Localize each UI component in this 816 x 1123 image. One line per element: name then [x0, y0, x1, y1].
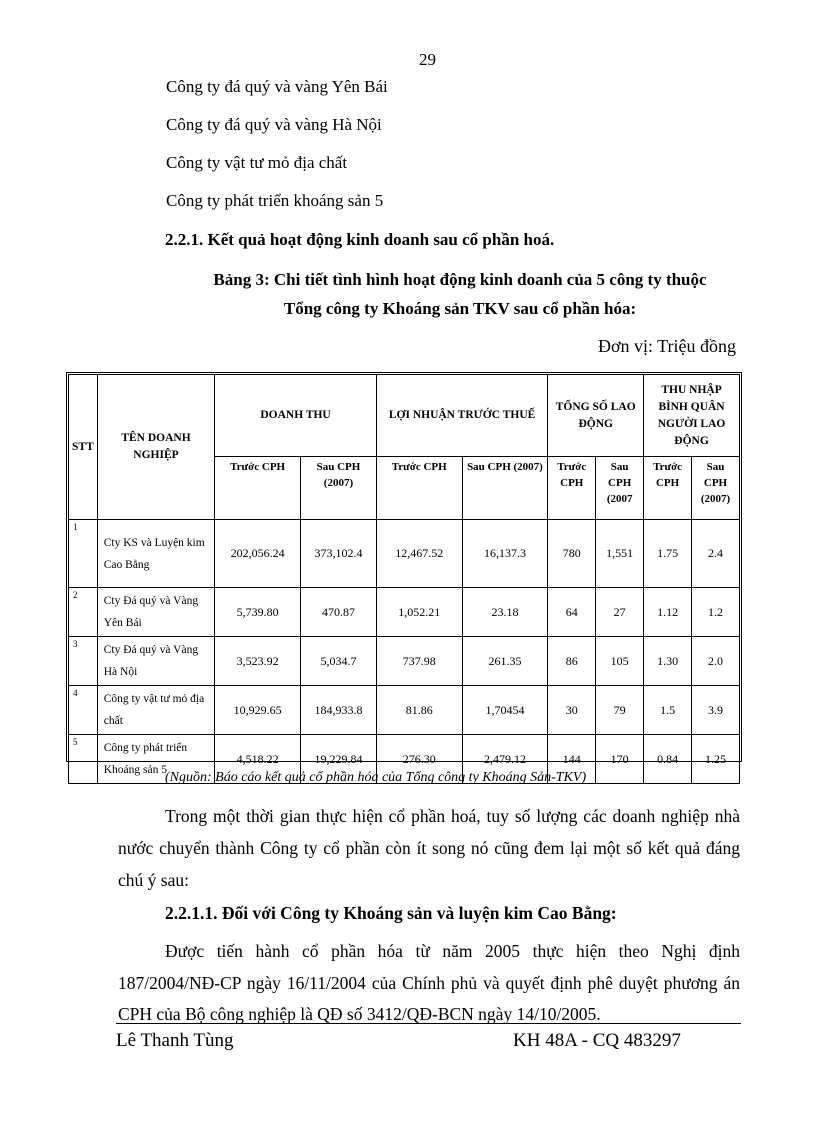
source-note: (Nguồn: Báo cáo kết quả cổ phần hóa của Tổng công ty Khoáng Sản-TKV) — [165, 770, 587, 785]
cell-workers-after: 170 — [596, 735, 644, 784]
cell-profit-before: 276.30 — [376, 735, 462, 784]
cell-profit-before: 1,052.21 — [376, 588, 462, 637]
header-workers: TỔNG SỐ LAO ĐỘNG — [548, 375, 644, 457]
cell-profit-before: 81.86 — [376, 686, 462, 735]
company-line: Công ty vật tư mỏ địa chất — [166, 153, 348, 172]
cell-workers-before: 144 — [548, 735, 596, 784]
table-row — [69, 520, 740, 588]
cell-income-after: 1.25 — [692, 735, 740, 784]
cell-profit-before: 12,467.52 — [376, 520, 462, 588]
footer-divider — [116, 1023, 741, 1024]
cell-rev-before: 10,929.65 — [215, 686, 301, 735]
subheader-profit-before: Trước CPH — [376, 457, 462, 520]
subheader-income-after: Sau CPH (2007) — [692, 457, 740, 520]
subheader-income-before: Trước CPH — [644, 457, 692, 520]
cell-stt: 3 — [69, 637, 98, 686]
cell-rev-after: 19,229.84 — [301, 735, 377, 784]
subheader-rev-before: Trước CPH — [215, 457, 301, 520]
cell-profit-after: 16,137.3 — [462, 520, 548, 588]
cell-stt: 5 — [69, 735, 98, 784]
cell-rev-before: 4,518.22 — [215, 735, 301, 784]
header-name: TÊN DOANH NGHIỆP — [97, 375, 214, 520]
cell-income-after: 3.9 — [692, 686, 740, 735]
cell-income-before: 0.84 — [644, 735, 692, 784]
paragraph-1 — [118, 800, 740, 896]
paragraph-2 — [118, 936, 740, 1031]
table-caption-line1: Bảng 3: Chi tiết tình hình hoạt động kinh doanh của 5 công ty thuộc — [213, 270, 707, 289]
cell-name: Công ty phát triển Khoáng sản 5 — [97, 735, 214, 784]
cell-rev-after: 5,034.7 — [301, 637, 377, 686]
cell-workers-before: 30 — [548, 686, 596, 735]
cell-workers-before: 780 — [548, 520, 596, 588]
company-line: Công ty phát triển khoáng sản 5 — [166, 191, 384, 210]
unit-label: Đơn vị: Triệu đồng — [597, 336, 736, 356]
cell-workers-before: 64 — [548, 588, 596, 637]
cell-rev-after: 470.87 — [301, 588, 377, 637]
cell-rev-before: 3,523.92 — [215, 637, 301, 686]
cell-name: Cty Đá quý và Vàng Yên Bái — [97, 588, 214, 637]
cell-workers-after: 27 — [596, 588, 644, 637]
cell-stt: 2 — [69, 588, 98, 637]
header-income: THU NHẬP BÌNH QUÂN NGƯỜI LAO ĐỘNG — [644, 375, 740, 457]
header-profit: LỢI NHUẬN TRƯỚC THUẾ — [376, 375, 547, 457]
cell-income-after: 2.0 — [692, 637, 740, 686]
subheader-workers-after: Sau CPH (2007 — [596, 457, 644, 520]
paragraph-1-text: Trong một thời gian thực hiện cổ phần hoá, tuy số lượng các doanh nghiệp nhà nước chuyển thành Công ty cổ phần còn ít song nó cũng đem lại một số kết quả đáng chú ý sau: — [118, 806, 740, 890]
table-row — [69, 588, 740, 637]
footer-author: Lê Thanh Tùng — [116, 1030, 234, 1051]
cell-stt: 1 — [69, 520, 98, 588]
header-revenue: DOANH THU — [215, 375, 377, 457]
table-row — [69, 686, 740, 735]
cell-profit-after: 1,70454 — [462, 686, 548, 735]
cell-profit-after: 261.35 — [462, 637, 548, 686]
cell-rev-before: 202,056.24 — [215, 520, 301, 588]
footer-class-id: KH 48A - CQ 483297 — [513, 1030, 681, 1051]
page-number: 29 — [419, 50, 436, 69]
cell-income-before: 1.12 — [644, 588, 692, 637]
company-line: Công ty đá quý và vàng Yên Bái — [166, 77, 388, 96]
cell-workers-after: 79 — [596, 686, 644, 735]
cell-profit-after: 2,479.12 — [462, 735, 548, 784]
cell-name: Công ty vật tư mỏ địa chất — [97, 686, 214, 735]
cell-income-after: 1.2 — [692, 588, 740, 637]
header-stt: STT — [69, 375, 98, 520]
business-results-table — [68, 374, 740, 784]
subheader-workers-before: Trước CPH — [548, 457, 596, 520]
cell-workers-before: 86 — [548, 637, 596, 686]
subheader-rev-after: Sau CPH (2007) — [301, 457, 377, 520]
section-heading: 2.2.1. Kết quả hoạt động kinh doanh sau cổ phần hoá. — [165, 230, 555, 249]
table-header-row — [69, 375, 740, 457]
cell-profit-after: 23.18 — [462, 588, 548, 637]
paragraph-2-text: Được tiến hành cổ phần hóa từ năm 2005 thực hiện theo Nghị định 187/2004/NĐ-CP ngày 16/11/2004 của Chính phủ và quyết định phê duyệt phương án CPH của Bộ công nghiệp là QĐ số 3412/QĐ-BCN ngày 14/10/2005. — [118, 941, 740, 1024]
table-row — [69, 637, 740, 686]
cell-stt: 4 — [69, 686, 98, 735]
cell-rev-after: 373,102.4 — [301, 520, 377, 588]
subheader-profit-after: Sau CPH (2007) — [462, 457, 548, 520]
cell-income-before: 1.75 — [644, 520, 692, 588]
cell-rev-after: 184,933.8 — [301, 686, 377, 735]
cell-name: Cty Đá quý và Vàng Hà Nội — [97, 637, 214, 686]
table-caption-line2: Tổng công ty Khoáng sản TKV sau cổ phần hóa: — [283, 299, 637, 318]
cell-income-before: 1.30 — [644, 637, 692, 686]
cell-name: Cty KS và Luyện kim Cao Bằng — [97, 520, 214, 588]
cell-workers-after: 1,551 — [596, 520, 644, 588]
cell-profit-before: 737.98 — [376, 637, 462, 686]
cell-income-after: 2.4 — [692, 520, 740, 588]
subsection-heading: 2.2.1.1. Đối với Công ty Khoáng sản và luyện kim Cao Bằng: — [165, 903, 617, 923]
cell-workers-after: 105 — [596, 637, 644, 686]
company-line: Công ty đá quý và vàng Hà Nội — [166, 115, 382, 134]
cell-income-before: 1.5 — [644, 686, 692, 735]
cell-rev-before: 5,739.80 — [215, 588, 301, 637]
